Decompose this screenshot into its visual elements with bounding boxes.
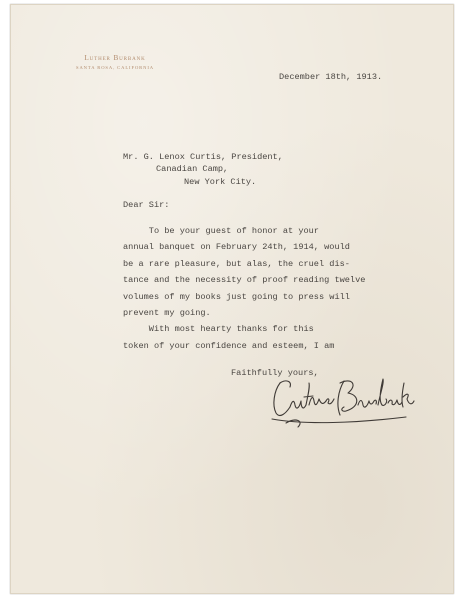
letterhead-place: SANTA ROSA, CALIFORNIA — [75, 65, 154, 70]
body-line: To be your guest of honor at your — [123, 226, 319, 236]
letterhead — [55, 54, 175, 70]
body-line: prevent my going. — [123, 307, 211, 318]
recipient-line-3: New York City. — [184, 177, 257, 187]
letterhead-name: Luther Burbank — [84, 54, 146, 62]
letter-paper — [10, 4, 454, 594]
body-line: volumes of my books just going to press will — [123, 291, 350, 302]
recipient-line-2: Canadian Camp, — [156, 164, 229, 174]
body-line: annual banquet on February 24th, 1914, would — [123, 242, 350, 253]
closing: Faithfully yours, — [231, 368, 319, 378]
body-line: token of your confidence and esteem, I am — [123, 340, 335, 351]
body-line: be a rare pleasure, but alas, the cruel dis- — [123, 258, 350, 269]
body-line: With most hearty thanks for this — [123, 324, 314, 335]
handwritten-signature — [266, 361, 416, 431]
letter-date: December 18th, 1913. — [279, 72, 383, 82]
body-line: tance and the necessity of proof reading twelve — [123, 275, 366, 286]
letter-body — [123, 223, 393, 354]
recipient-line-1: Mr. G. Lenox Curtis, President, — [123, 152, 283, 162]
salutation: Dear Sir: — [123, 200, 170, 210]
